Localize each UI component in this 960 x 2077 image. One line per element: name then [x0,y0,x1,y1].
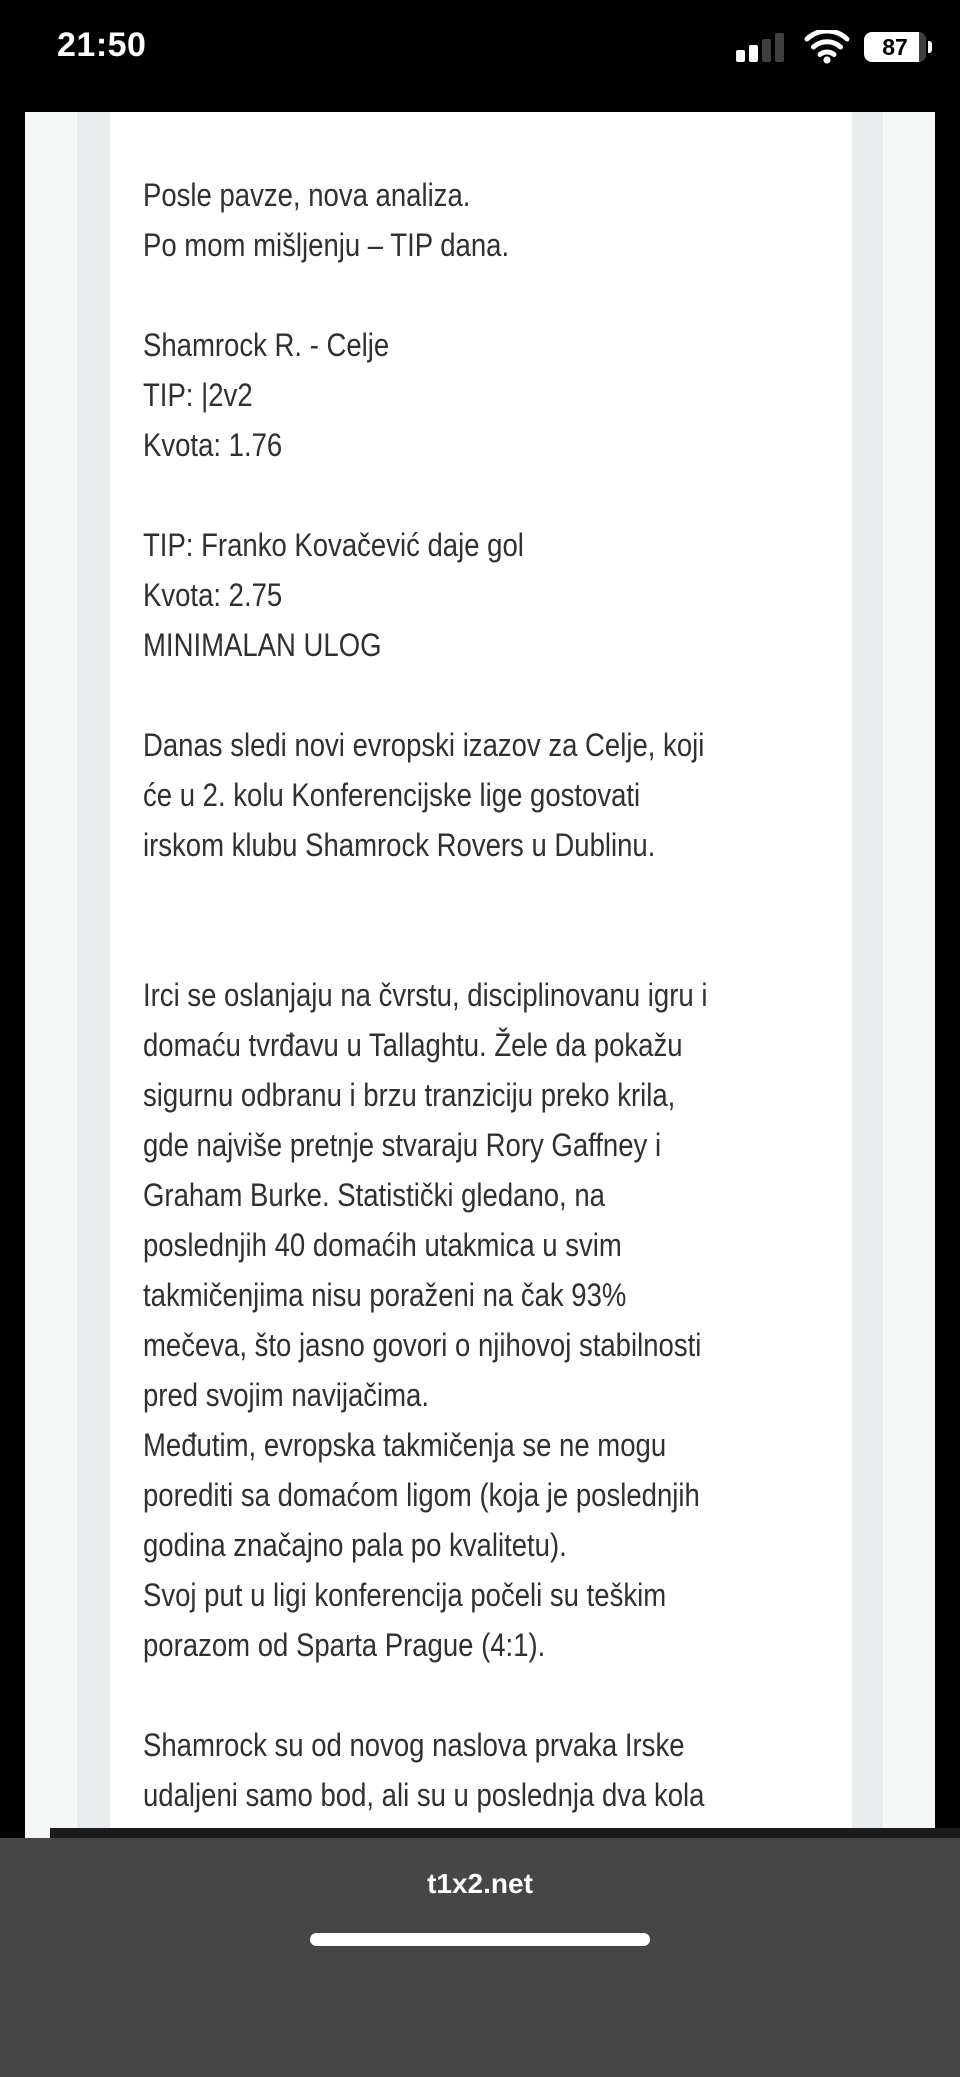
battery-icon [864,32,926,62]
article-line: Kvota: 1.76 [143,427,283,463]
article-line: Međutim, evropska takmičenja se ne mogu [143,1427,667,1463]
article-line [143,670,676,720]
article-line: TIP: |2v2 [143,377,253,413]
article-line: takmičenjima nisu poraženi na čak 93% [143,1277,627,1313]
article-line: udaljeni samo bod, ali su u poslednja dva kola [143,1777,705,1813]
article-line: poslednjih 40 domaćih utakmica u svim [143,1227,622,1263]
article-line: sigurnu odbranu i brzu tranziciju preko krila, [143,1077,676,1113]
url-bar[interactable]: t1x2.net [427,1868,533,1899]
article-line: porediti sa domaćom ligom (koja je poslednjih [143,1477,700,1513]
page-gutter-left [77,112,110,1950]
browser-bottom-bar [0,1838,960,2077]
article-line: domaću tvrđavu u Tallaghtu. Žele da pokažu [143,1027,683,1063]
article-line: irskom klubu Shamrock Rovers u Dublinu. [143,827,656,863]
article-line: Danas sledi novi evropski izazov za Celje, koji [143,727,705,763]
article-line: godina značajno pala po kvalitetu). [143,1527,567,1563]
article-line: TIP: Franko Kovačević daje gol [143,527,524,563]
page-gutter-right [850,112,883,1950]
article-line: mečeva, što jasno govori o njihovoj stabilnosti [143,1327,702,1363]
article-line: porazom od Sparta Prague (4:1). [143,1627,546,1663]
article-line: pred svojim navijačima. [143,1377,430,1413]
article-line: Irci se oslanjaju na čvrstu, disciplinovanu igru i [143,977,708,1013]
article-line: Posle pavze, nova analiza. [143,177,471,213]
home-indicator[interactable] [310,1933,650,1946]
wifi-icon [804,30,850,64]
article-line: Kvota: 2.75 [143,577,283,613]
article-line [143,870,676,920]
article-line [143,920,676,970]
article-line: će u 2. kolu Konferencijske lige gostovati [143,777,641,813]
article-line: Shamrock su od novog naslova prvaka Irske [143,1727,685,1763]
article-line [143,270,676,320]
article-line [143,1670,676,1720]
article-text [143,170,763,1870]
status-time: 21:50 [57,26,147,64]
article-line: Shamrock R. - Celje [143,327,390,363]
article-line: Graham Burke. Statistički gledano, na [143,1177,605,1213]
article-line: Svoj put u ligi konferencija počeli su teškim [143,1577,667,1613]
article-line: MINIMALAN ULOG [143,627,382,663]
web-page [25,112,935,1950]
article-line [143,470,676,520]
status-bar [0,0,960,112]
article-line: gde najviše pretnje stvaraju Rory Gaffney i [143,1127,662,1163]
article-line: Po mom mišljenju – TIP dana. [143,227,510,263]
cellular-signal-icon [736,32,790,62]
battery-percent: 87 [882,33,908,60]
